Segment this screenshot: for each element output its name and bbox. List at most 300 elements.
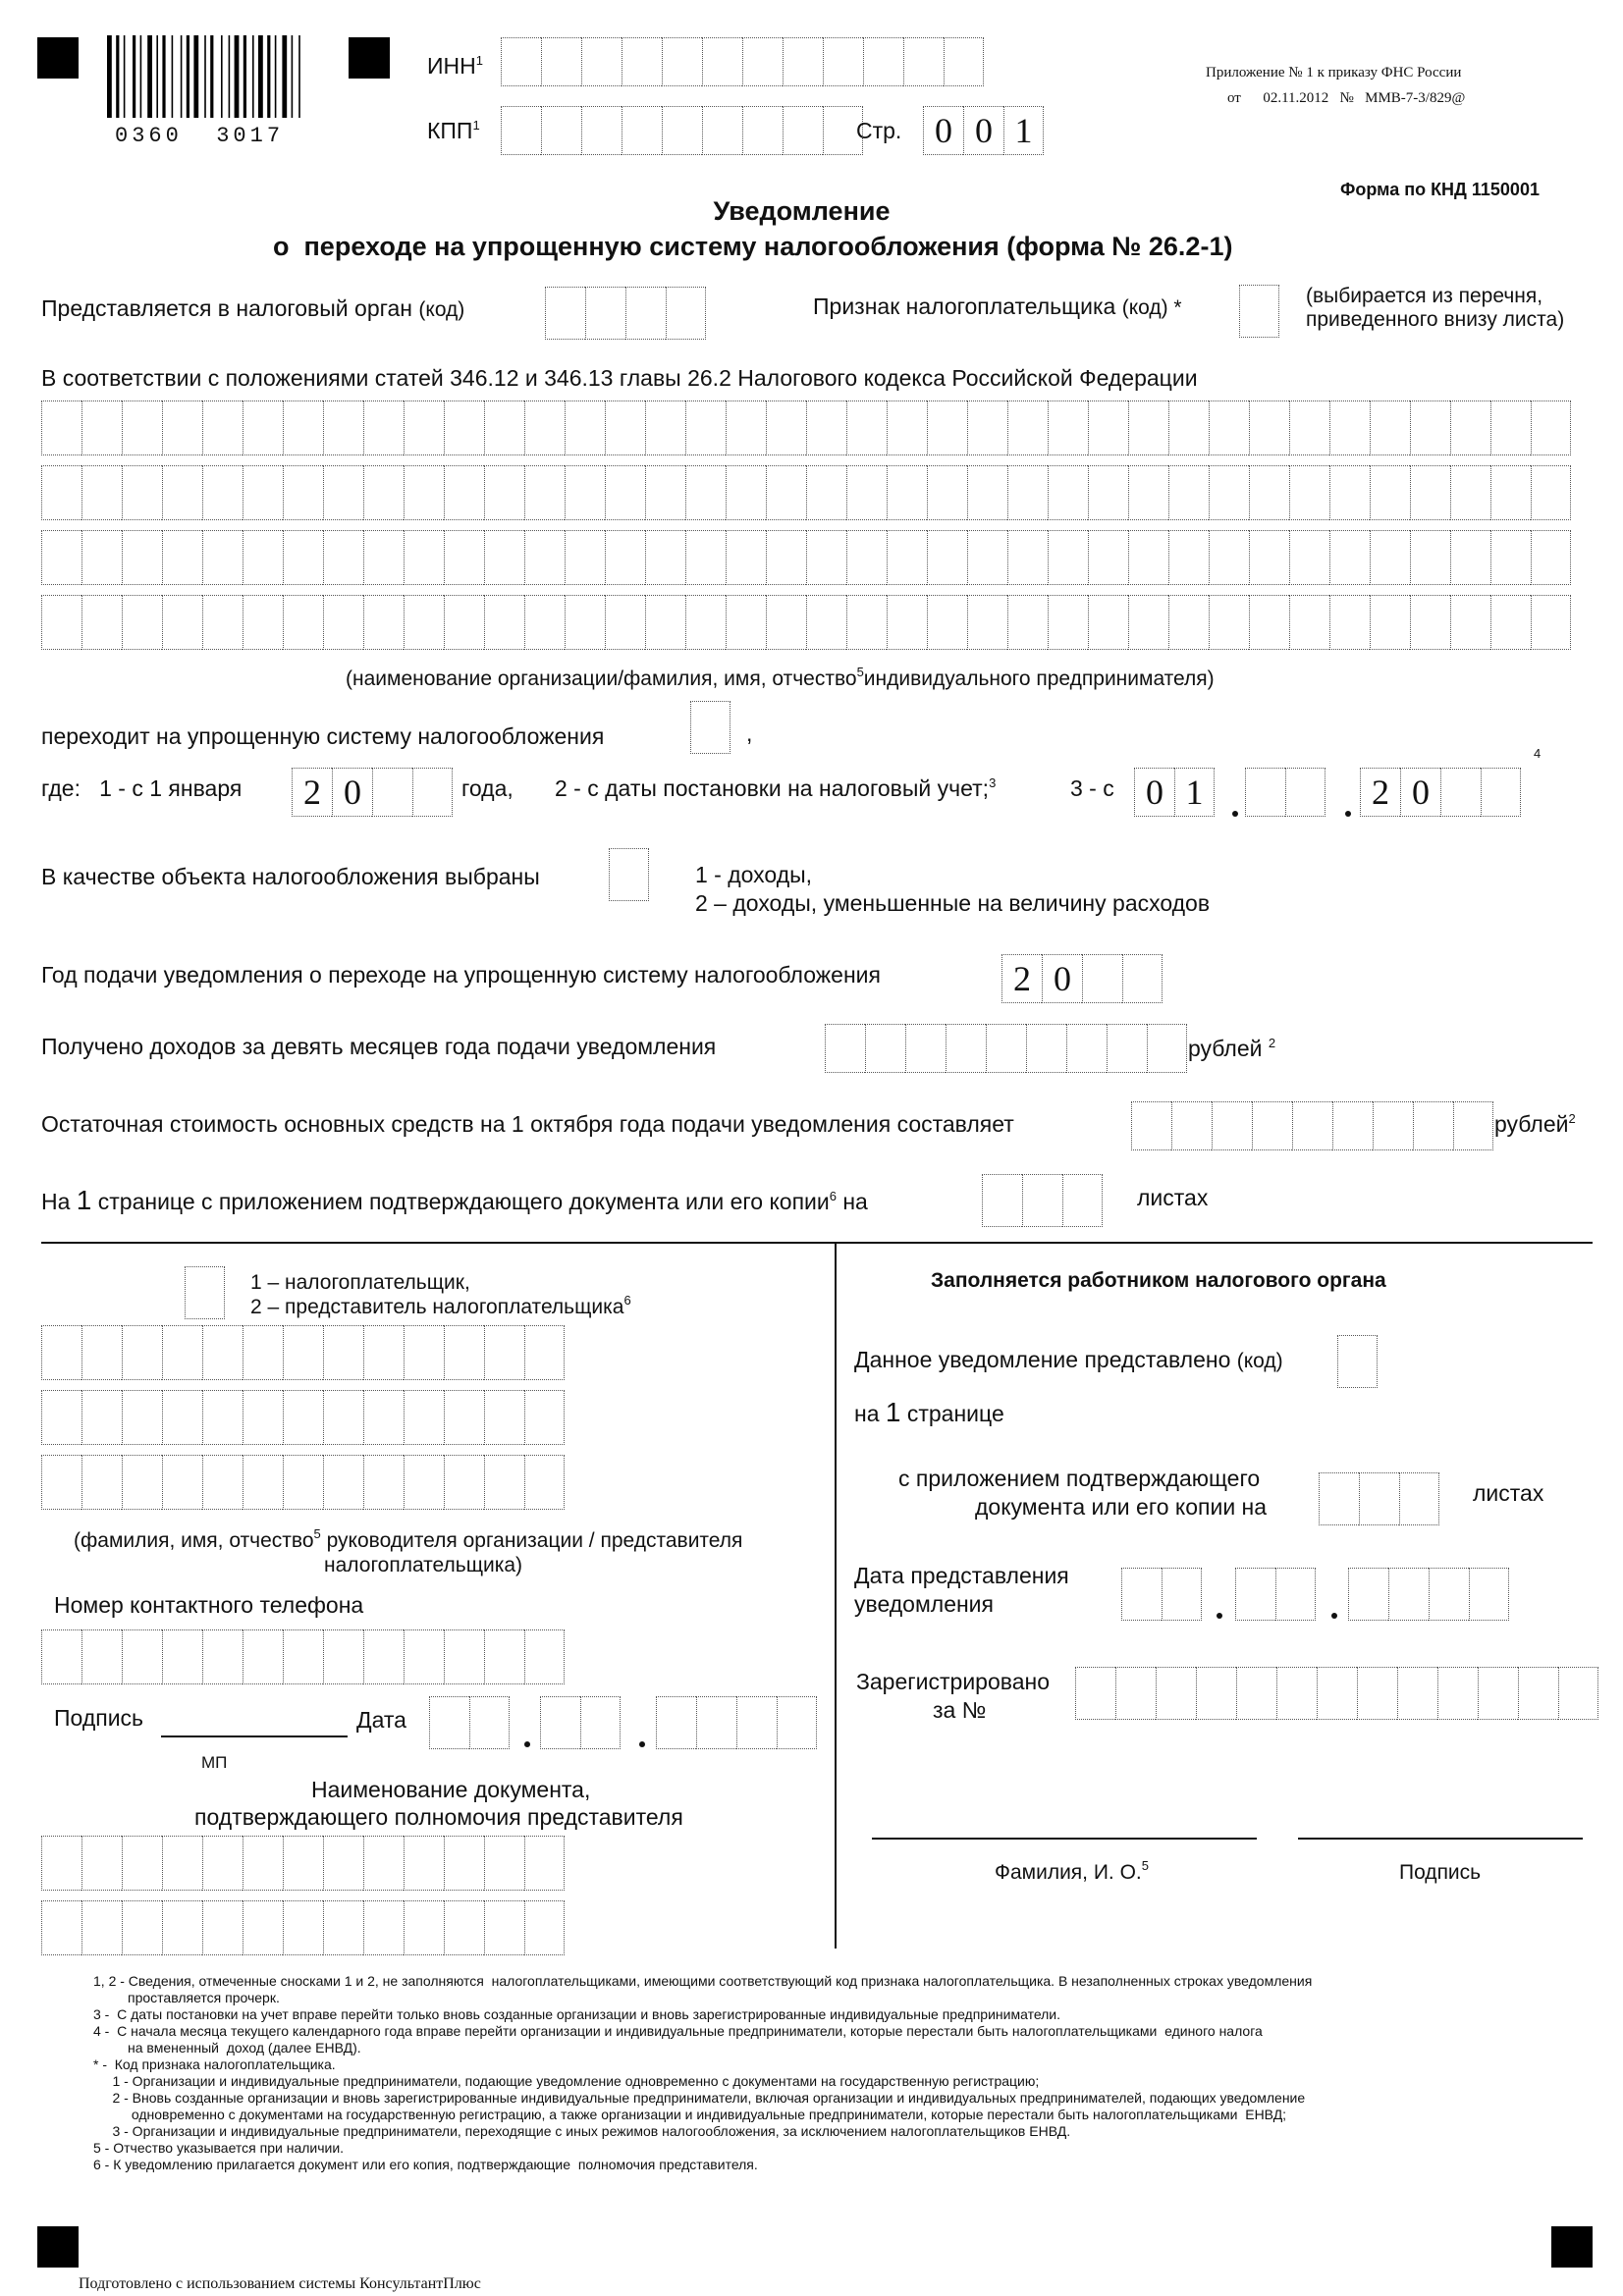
grid-row[interactable] — [41, 1629, 565, 1684]
transition-option-field[interactable] — [690, 701, 730, 754]
form-cell[interactable] — [1131, 1101, 1171, 1150]
form-cell[interactable] — [967, 595, 1007, 650]
form-cell[interactable] — [202, 1455, 243, 1510]
income-field[interactable] — [825, 1024, 1187, 1073]
form-cell[interactable] — [1249, 530, 1289, 585]
form-cell[interactable] — [122, 1629, 162, 1684]
form-cell[interactable] — [846, 595, 887, 650]
form-cell[interactable] — [806, 595, 846, 650]
form-cell[interactable] — [565, 465, 605, 520]
form-cell[interactable] — [1082, 954, 1122, 1003]
form-cell[interactable] — [565, 530, 605, 585]
form-cell[interactable] — [122, 465, 162, 520]
form-cell[interactable] — [1329, 465, 1370, 520]
form-cell[interactable] — [825, 1024, 865, 1073]
form-cell[interactable] — [1168, 595, 1209, 650]
form-cell[interactable] — [363, 1390, 404, 1445]
form-cell[interactable] — [846, 400, 887, 455]
grid-row[interactable] — [41, 465, 1571, 520]
form-cell[interactable] — [726, 595, 766, 650]
form-cell[interactable] — [444, 1325, 484, 1380]
option3-day-field[interactable] — [1134, 768, 1215, 817]
form-cell[interactable] — [41, 1836, 81, 1891]
date-day-field[interactable] — [429, 1696, 510, 1749]
form-cell[interactable] — [656, 1696, 696, 1749]
form-cell[interactable] — [1168, 400, 1209, 455]
form-cell[interactable] — [283, 1455, 323, 1510]
form-cell[interactable] — [243, 1325, 283, 1380]
form-cell[interactable]: 1 — [1174, 768, 1215, 817]
form-cell[interactable] — [363, 1455, 404, 1510]
submitted-code-field[interactable] — [1337, 1335, 1378, 1388]
form-cell[interactable] — [1168, 530, 1209, 585]
form-cell[interactable] — [1062, 1174, 1103, 1227]
form-cell[interactable] — [967, 400, 1007, 455]
form-cell[interactable] — [1357, 1667, 1397, 1720]
form-cell[interactable] — [1337, 1335, 1378, 1388]
form-cell[interactable] — [645, 465, 685, 520]
attachment-pages-field[interactable] — [982, 1174, 1103, 1227]
form-cell[interactable] — [41, 595, 81, 650]
form-cell[interactable] — [666, 287, 706, 340]
submission-day-field[interactable] — [1121, 1568, 1202, 1621]
form-cell[interactable] — [1121, 1568, 1162, 1621]
form-cell[interactable] — [1450, 465, 1490, 520]
form-cell[interactable] — [702, 106, 742, 155]
form-cell[interactable] — [162, 465, 202, 520]
form-cell[interactable] — [122, 1455, 162, 1510]
form-cell[interactable] — [1128, 595, 1168, 650]
form-cell[interactable] — [243, 465, 283, 520]
form-cell[interactable] — [685, 530, 726, 585]
form-cell[interactable] — [162, 1900, 202, 1955]
form-cell[interactable] — [162, 1629, 202, 1684]
form-cell[interactable] — [363, 465, 404, 520]
form-cell[interactable] — [484, 1836, 524, 1891]
form-cell[interactable] — [1388, 1568, 1429, 1621]
form-cell[interactable] — [1410, 595, 1450, 650]
form-cell[interactable] — [1128, 530, 1168, 585]
form-cell[interactable] — [501, 106, 541, 155]
form-cell[interactable] — [1128, 400, 1168, 455]
form-cell[interactable] — [404, 1390, 444, 1445]
form-cell[interactable] — [1252, 1101, 1292, 1150]
form-cell[interactable] — [41, 1455, 81, 1510]
form-cell[interactable] — [609, 848, 649, 901]
form-cell[interactable] — [863, 37, 903, 86]
form-cell[interactable] — [726, 400, 766, 455]
form-cell[interactable] — [283, 1325, 323, 1380]
form-cell[interactable] — [363, 595, 404, 650]
form-cell[interactable] — [1289, 595, 1329, 650]
form-cell[interactable] — [41, 400, 81, 455]
form-cell[interactable] — [444, 400, 484, 455]
form-cell[interactable] — [404, 400, 444, 455]
form-cell[interactable] — [1518, 1667, 1558, 1720]
form-cell[interactable] — [690, 701, 730, 754]
form-cell[interactable] — [323, 1390, 363, 1445]
form-cell[interactable] — [1249, 465, 1289, 520]
form-cell[interactable] — [1490, 595, 1531, 650]
form-cell[interactable] — [202, 465, 243, 520]
form-cell[interactable] — [81, 465, 122, 520]
form-cell[interactable] — [1007, 530, 1048, 585]
form-cell[interactable] — [1162, 1568, 1202, 1621]
form-cell[interactable] — [581, 37, 622, 86]
form-cell[interactable] — [1122, 954, 1163, 1003]
form-cell[interactable] — [524, 465, 565, 520]
form-cell[interactable] — [1289, 400, 1329, 455]
form-cell[interactable] — [162, 1325, 202, 1380]
option1-year-field[interactable] — [292, 768, 453, 817]
form-cell[interactable] — [1481, 768, 1521, 817]
form-cell[interactable] — [81, 1629, 122, 1684]
form-cell[interactable] — [162, 1836, 202, 1891]
form-cell[interactable] — [605, 595, 645, 650]
form-cell[interactable] — [1289, 530, 1329, 585]
form-cell[interactable] — [1490, 530, 1531, 585]
form-cell[interactable]: 1 — [1003, 106, 1044, 155]
grid-row[interactable] — [41, 1325, 565, 1380]
form-cell[interactable] — [404, 530, 444, 585]
form-cell[interactable] — [81, 595, 122, 650]
form-cell[interactable] — [777, 1696, 817, 1749]
date-year-field[interactable] — [656, 1696, 817, 1749]
form-cell[interactable] — [1171, 1101, 1212, 1150]
form-cell[interactable] — [323, 465, 363, 520]
form-cell[interactable] — [865, 1024, 905, 1073]
form-cell[interactable] — [1168, 465, 1209, 520]
form-cell[interactable] — [967, 465, 1007, 520]
tax-authority-code-field[interactable] — [545, 287, 706, 340]
form-cell[interactable] — [429, 1696, 469, 1749]
form-cell[interactable] — [122, 1836, 162, 1891]
form-cell[interactable] — [202, 400, 243, 455]
form-cell[interactable] — [1022, 1174, 1062, 1227]
form-cell[interactable] — [726, 465, 766, 520]
inn-field[interactable] — [501, 37, 984, 86]
form-cell[interactable] — [1048, 530, 1088, 585]
form-cell[interactable] — [524, 1455, 565, 1510]
form-cell[interactable] — [905, 1024, 946, 1073]
form-cell[interactable] — [1276, 1667, 1317, 1720]
form-cell[interactable] — [1249, 595, 1289, 650]
form-cell[interactable] — [1289, 465, 1329, 520]
form-cell[interactable] — [404, 1629, 444, 1684]
form-cell[interactable] — [806, 465, 846, 520]
form-cell[interactable] — [1410, 400, 1450, 455]
form-cell[interactable] — [162, 595, 202, 650]
form-cell[interactable] — [846, 465, 887, 520]
grid-row[interactable] — [41, 1836, 565, 1891]
form-cell[interactable] — [243, 1390, 283, 1445]
form-cell[interactable] — [1156, 1667, 1196, 1720]
form-cell[interactable] — [484, 1390, 524, 1445]
form-cell[interactable] — [469, 1696, 510, 1749]
form-cell[interactable] — [1332, 1101, 1373, 1150]
option3-month-field[interactable] — [1245, 768, 1325, 817]
form-cell[interactable] — [783, 106, 823, 155]
form-cell[interactable] — [1558, 1667, 1598, 1720]
form-cell[interactable] — [545, 287, 585, 340]
form-cell[interactable] — [982, 1174, 1022, 1227]
form-cell[interactable] — [540, 1696, 580, 1749]
form-cell[interactable] — [185, 1266, 225, 1319]
form-cell[interactable] — [944, 37, 984, 86]
form-cell[interactable] — [404, 595, 444, 650]
form-cell[interactable] — [162, 1390, 202, 1445]
form-cell[interactable] — [283, 465, 323, 520]
form-cell[interactable]: 2 — [1001, 954, 1042, 1003]
form-cell[interactable] — [1469, 1568, 1509, 1621]
signature-line[interactable] — [161, 1735, 348, 1737]
form-cell[interactable] — [1531, 595, 1571, 650]
form-cell[interactable] — [283, 1900, 323, 1955]
form-cell[interactable] — [283, 595, 323, 650]
form-cell[interactable] — [524, 1900, 565, 1955]
form-cell[interactable] — [484, 595, 524, 650]
form-cell[interactable] — [1410, 465, 1450, 520]
form-cell[interactable] — [1397, 1667, 1437, 1720]
form-cell[interactable] — [243, 1900, 283, 1955]
form-cell[interactable]: 2 — [1360, 768, 1400, 817]
grid-row[interactable] — [41, 400, 1571, 455]
form-cell[interactable] — [622, 37, 662, 86]
form-cell[interactable] — [444, 1455, 484, 1510]
option3-year-field[interactable] — [1360, 768, 1521, 817]
form-cell[interactable] — [823, 37, 863, 86]
form-cell[interactable] — [541, 37, 581, 86]
form-cell[interactable] — [565, 400, 605, 455]
form-cell[interactable] — [1196, 1667, 1236, 1720]
form-cell[interactable] — [41, 1390, 81, 1445]
form-cell[interactable] — [202, 1629, 243, 1684]
form-cell[interactable] — [484, 465, 524, 520]
form-cell[interactable] — [927, 530, 967, 585]
form-cell[interactable] — [162, 400, 202, 455]
signer-type-field[interactable] — [185, 1266, 225, 1319]
form-cell[interactable] — [541, 106, 581, 155]
form-cell[interactable] — [363, 400, 404, 455]
form-cell[interactable] — [1319, 1472, 1359, 1525]
form-cell[interactable] — [1147, 1024, 1187, 1073]
form-cell[interactable] — [323, 1325, 363, 1380]
form-cell[interactable] — [585, 287, 625, 340]
form-cell[interactable] — [283, 1836, 323, 1891]
form-cell[interactable] — [1026, 1024, 1066, 1073]
form-cell[interactable] — [846, 530, 887, 585]
form-cell[interactable] — [1088, 400, 1128, 455]
form-cell[interactable] — [283, 400, 323, 455]
grid-row[interactable] — [41, 1390, 565, 1445]
form-cell[interactable] — [1209, 530, 1249, 585]
submission-year-field[interactable] — [1348, 1568, 1509, 1621]
form-cell[interactable] — [1007, 595, 1048, 650]
form-cell[interactable] — [685, 595, 726, 650]
form-cell[interactable] — [122, 1390, 162, 1445]
form-cell[interactable] — [1429, 1568, 1469, 1621]
form-cell[interactable] — [1437, 1667, 1478, 1720]
form-cell[interactable] — [122, 1900, 162, 1955]
form-cell[interactable] — [1245, 768, 1285, 817]
form-cell[interactable] — [122, 530, 162, 585]
form-cell[interactable] — [444, 1390, 484, 1445]
form-cell[interactable] — [766, 595, 806, 650]
form-cell[interactable] — [524, 1390, 565, 1445]
form-cell[interactable] — [766, 400, 806, 455]
form-cell[interactable] — [742, 106, 783, 155]
form-cell[interactable] — [524, 595, 565, 650]
form-cell[interactable]: 0 — [1134, 768, 1174, 817]
grid-row[interactable] — [41, 1455, 565, 1510]
form-cell[interactable] — [363, 1900, 404, 1955]
form-cell[interactable] — [645, 595, 685, 650]
form-cell[interactable] — [1373, 1101, 1413, 1150]
officer-fio-line[interactable] — [872, 1838, 1257, 1840]
form-cell[interactable] — [81, 1390, 122, 1445]
form-cell[interactable] — [581, 106, 622, 155]
form-cell[interactable] — [1490, 465, 1531, 520]
form-cell[interactable] — [202, 1325, 243, 1380]
form-cell[interactable] — [1088, 530, 1128, 585]
form-cell[interactable] — [524, 1629, 565, 1684]
form-cell[interactable] — [580, 1696, 621, 1749]
form-cell[interactable] — [363, 1836, 404, 1891]
form-cell[interactable] — [323, 1836, 363, 1891]
form-cell[interactable] — [484, 1325, 524, 1380]
form-cell[interactable] — [484, 530, 524, 585]
form-cell[interactable] — [81, 1836, 122, 1891]
form-cell[interactable] — [1317, 1667, 1357, 1720]
registration-number-field[interactable] — [1075, 1667, 1598, 1720]
residual-value-field[interactable] — [1131, 1101, 1493, 1150]
form-cell[interactable] — [363, 1325, 404, 1380]
form-cell[interactable] — [41, 530, 81, 585]
form-cell[interactable] — [243, 1836, 283, 1891]
form-cell[interactable] — [1285, 768, 1325, 817]
form-cell[interactable] — [524, 1325, 565, 1380]
form-cell[interactable] — [524, 1836, 565, 1891]
form-cell[interactable] — [404, 1836, 444, 1891]
submission-month-field[interactable] — [1235, 1568, 1316, 1621]
form-cell[interactable] — [444, 595, 484, 650]
form-cell[interactable] — [162, 1455, 202, 1510]
form-cell[interactable] — [1370, 400, 1410, 455]
form-cell[interactable] — [1115, 1667, 1156, 1720]
form-cell[interactable] — [1453, 1101, 1493, 1150]
form-cell[interactable] — [1209, 465, 1249, 520]
officer-signature-line[interactable] — [1298, 1838, 1583, 1840]
form-cell[interactable] — [1048, 400, 1088, 455]
form-cell[interactable] — [783, 37, 823, 86]
form-cell[interactable] — [323, 1900, 363, 1955]
form-cell[interactable] — [1236, 1667, 1276, 1720]
form-cell[interactable] — [702, 37, 742, 86]
form-cell[interactable] — [1007, 465, 1048, 520]
form-cell[interactable] — [243, 530, 283, 585]
date-month-field[interactable] — [540, 1696, 621, 1749]
form-cell[interactable] — [1359, 1472, 1399, 1525]
form-cell[interactable] — [444, 1900, 484, 1955]
form-cell[interactable] — [622, 106, 662, 155]
form-cell[interactable] — [1107, 1024, 1147, 1073]
form-cell[interactable] — [887, 595, 927, 650]
form-cell[interactable] — [742, 37, 783, 86]
officer-attachment-pages-field[interactable] — [1319, 1472, 1439, 1525]
form-cell[interactable] — [81, 1900, 122, 1955]
form-cell[interactable] — [887, 400, 927, 455]
form-cell[interactable] — [323, 595, 363, 650]
form-cell[interactable] — [363, 1629, 404, 1684]
form-cell[interactable] — [41, 1629, 81, 1684]
form-cell[interactable] — [1531, 465, 1571, 520]
form-cell[interactable] — [967, 530, 1007, 585]
form-cell[interactable] — [1128, 465, 1168, 520]
form-cell[interactable] — [1531, 400, 1571, 455]
form-cell[interactable] — [605, 465, 645, 520]
form-cell[interactable] — [122, 595, 162, 650]
form-cell[interactable] — [404, 1325, 444, 1380]
form-cell[interactable] — [806, 530, 846, 585]
form-cell[interactable] — [404, 1900, 444, 1955]
form-cell[interactable] — [243, 1455, 283, 1510]
form-cell[interactable] — [81, 400, 122, 455]
notice-year-field[interactable] — [1001, 954, 1163, 1003]
form-cell[interactable] — [524, 530, 565, 585]
form-cell[interactable] — [283, 1390, 323, 1445]
form-cell[interactable]: 2 — [292, 768, 332, 817]
form-cell[interactable] — [1410, 530, 1450, 585]
grid-row[interactable] — [41, 595, 1571, 650]
form-cell[interactable] — [927, 400, 967, 455]
form-cell[interactable] — [81, 1455, 122, 1510]
form-cell[interactable] — [243, 1629, 283, 1684]
form-cell[interactable] — [946, 1024, 986, 1073]
form-cell[interactable] — [927, 595, 967, 650]
form-cell[interactable] — [1088, 595, 1128, 650]
object-option-field[interactable] — [609, 848, 649, 901]
form-cell[interactable]: 0 — [1042, 954, 1082, 1003]
form-cell[interactable] — [1370, 465, 1410, 520]
form-cell[interactable] — [1048, 465, 1088, 520]
form-cell[interactable] — [81, 530, 122, 585]
form-cell[interactable] — [1249, 400, 1289, 455]
form-cell[interactable] — [524, 400, 565, 455]
form-cell[interactable] — [1292, 1101, 1332, 1150]
form-cell[interactable]: 0 — [963, 106, 1003, 155]
page-number-field[interactable] — [923, 106, 1044, 155]
form-cell[interactable] — [1348, 1568, 1388, 1621]
form-cell[interactable] — [1075, 1667, 1115, 1720]
form-cell[interactable]: 0 — [923, 106, 963, 155]
form-cell[interactable] — [766, 530, 806, 585]
form-cell[interactable] — [625, 287, 666, 340]
form-cell[interactable] — [1370, 530, 1410, 585]
form-cell[interactable] — [484, 400, 524, 455]
form-cell[interactable] — [645, 530, 685, 585]
form-cell[interactable] — [412, 768, 453, 817]
form-cell[interactable] — [41, 1325, 81, 1380]
form-cell[interactable] — [202, 530, 243, 585]
form-cell[interactable] — [645, 400, 685, 455]
form-cell[interactable] — [444, 1836, 484, 1891]
form-cell[interactable] — [404, 1455, 444, 1510]
form-cell[interactable] — [766, 465, 806, 520]
form-cell[interactable] — [484, 1629, 524, 1684]
form-cell[interactable] — [1235, 1568, 1275, 1621]
form-cell[interactable] — [1450, 530, 1490, 585]
form-cell[interactable] — [202, 1390, 243, 1445]
